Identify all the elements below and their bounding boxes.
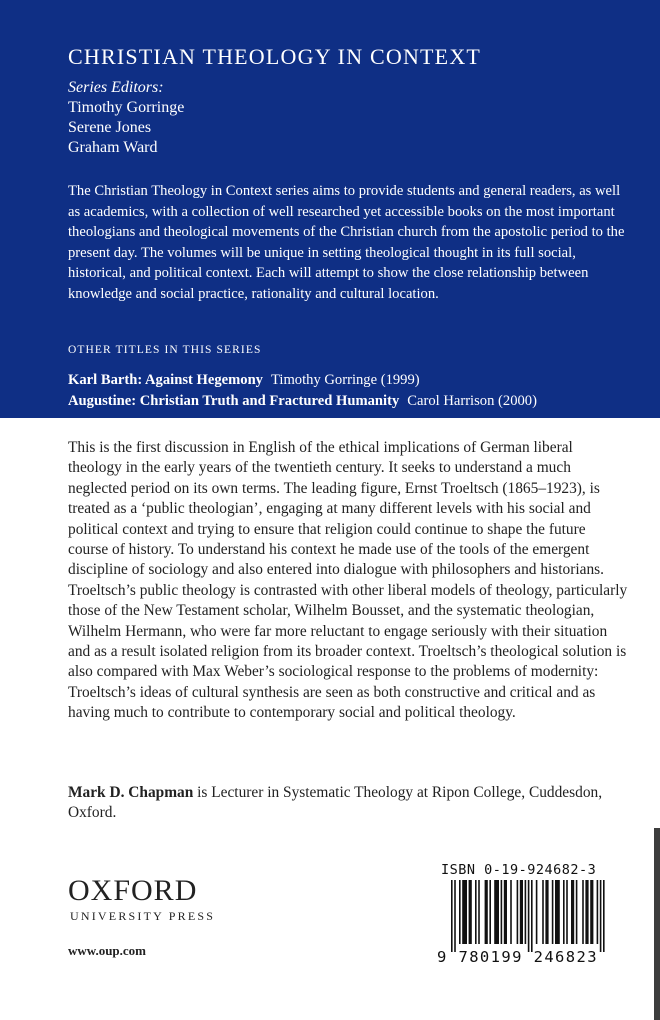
other-title-item: [68, 391, 648, 412]
barcode-bar: [459, 880, 461, 944]
other-titles-list: [68, 370, 648, 412]
barcode-bar: [542, 880, 544, 944]
barcode-bar: [485, 880, 488, 944]
barcode-bar: [478, 880, 480, 944]
barcode-bar: [531, 880, 533, 952]
barcode-bar: [571, 880, 574, 944]
barcode-bar: [501, 880, 503, 944]
barcode-bar: [469, 880, 472, 944]
series-title: CHRISTIAN THEOLOGY IN CONTEXT: [68, 44, 482, 69]
barcode-bar: [576, 880, 578, 944]
book-blurb: This is the first discussion in English of the ethical implications of German liberal theology in the early years of the twentieth century. It seeks to understand a much neglected period on its own terms. The leading figure, Ernst Troeltsch (1865–1923), is treated as a ‘public theologian’, engaging at many different levels with his social and political context and trying to ensure that religion could continue to shape the future course of history. To understand his context he made use of the tools of the emergent discipline of sociology and also entered into dialogue with philosophers and historians. Troeltsch’s public theology is contrasted with other liberal models of theology, particularly those of the New Testament scholar, Wilhelm Bousset, and the systematic theologian, Wilhelm Hermann, who were far more reluctant to engage seriously with their situation and as a result isolated religion from its broader context. Troeltsch’s theological solution is also compared with Max Weber’s sociological response to the problems of modernity: Troeltsch’s ideas of cultural synthesis are seen as both constructive and critical and as having much to contribute to contemporary social and political theology.: [68, 439, 628, 722]
other-title-item: [68, 370, 648, 391]
series-editors: [68, 78, 184, 158]
barcode-bar: [462, 880, 467, 944]
other-title-name: Karl Barth: Against Hegemony: [68, 372, 263, 388]
series-editors-label: Series Editors:: [68, 79, 164, 96]
author-bio: [68, 783, 628, 824]
barcode-bar: [489, 880, 491, 944]
other-title-name: Augustine: Christian Truth and Fractured Humanity: [68, 393, 400, 409]
barcode-bar: [555, 880, 560, 944]
other-title-author: Timothy Gorringe (1999): [270, 372, 420, 388]
isbn-label: ISBN 0-19-924682-3: [441, 862, 597, 878]
barcode-bar: [517, 880, 519, 944]
publisher-logo-text: OXFORD: [68, 874, 198, 907]
barcode-bar: [475, 880, 477, 944]
barcode-bar: [545, 880, 548, 944]
series-panel: [0, 0, 660, 418]
other-titles-heading: OTHER TITLES IN THIS SERIES: [68, 344, 262, 356]
barcode-bar: [582, 880, 584, 944]
barcode-bar: [552, 880, 554, 944]
barcode-bar: [585, 880, 588, 944]
barcode-bar: [528, 880, 530, 952]
series-editor: Timothy Gorringe: [68, 99, 185, 116]
barcode-bar: [510, 880, 512, 944]
publisher-url[interactable]: www.oup.com: [68, 943, 147, 958]
series-description: The Christian Theology in Context series aims to provide students and general readers, as well as academics, with a collection of well researched yet accessible books on the most important theologians and theological movements of the Christian church from the apostolic period to the present day. The volumes will be unique in setting theological thought in its full social, historical, and political context. Each will attempt to show the close relationship between knowledge and social practice, rationality and cultural location.: [68, 183, 625, 302]
series-editor: Graham Ward: [68, 139, 158, 156]
barcode-bar: [597, 880, 599, 944]
barcode-bar: [494, 880, 499, 944]
other-title-author: Carol Harrison (2000): [407, 393, 537, 409]
scan-edge: [654, 828, 660, 1020]
barcode: [437, 862, 637, 967]
barcode-bar: [454, 880, 456, 952]
author-name: Mark D. Chapman: [68, 784, 194, 801]
barcode-bar: [566, 880, 568, 944]
series-editor: Serene Jones: [68, 119, 152, 136]
barcode-number: 9 780199 246823: [437, 948, 598, 966]
barcode-bar: [600, 880, 602, 952]
barcode-bar: [520, 880, 523, 944]
barcode-bars: [437, 880, 633, 952]
barcode-bar: [536, 880, 538, 944]
barcode-bar: [504, 880, 507, 944]
author-bio-text: is Lecturer in Systematic Theology at Ripon College, Cuddesdon, Oxford.: [68, 784, 603, 822]
barcode-bar: [451, 880, 453, 952]
barcode-bar: [590, 880, 593, 944]
publisher-logo: [68, 876, 215, 924]
barcode-bar: [563, 880, 565, 944]
barcode-bar: [525, 880, 527, 944]
barcode-bar: [603, 880, 605, 952]
publisher-logo-subtext: UNIVERSITY PRESS: [70, 909, 216, 923]
